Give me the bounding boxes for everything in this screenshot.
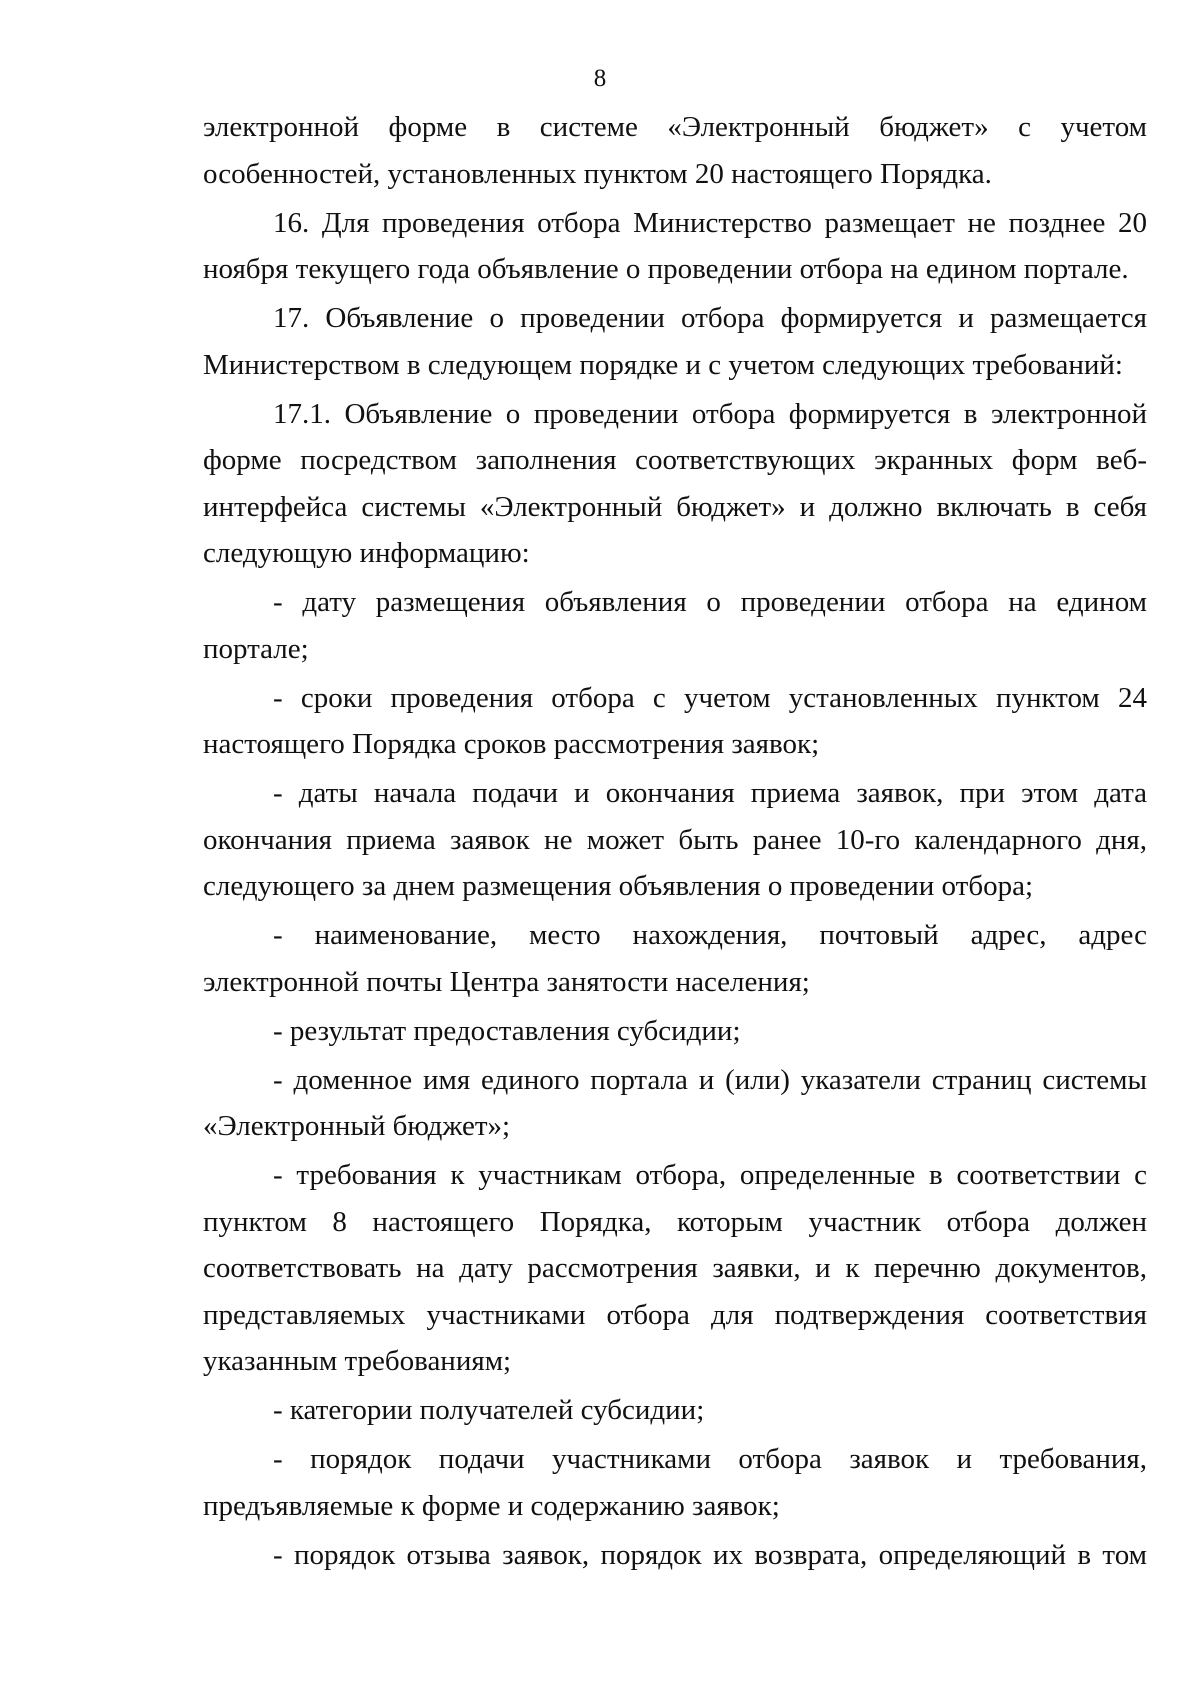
list-item-selection-terms: - сроки проведения отбора с учетом установленных пунктом 24 настоящего Порядка сроков рассмотрения заявок;	[203, 681, 1147, 760]
list-item-submission-procedure: - порядок подачи участниками отбора заявок и требования, предъявляемые к форме и содержанию заявок;	[203, 1443, 1147, 1522]
list-item-participant-requirements: - требования к участникам отбора, определенные в соответствии с пунктом 8 настоящего Порядка, которым участник отбора должен соответствовать на дату рассмотрения заявки, и к перечню документов, представляемых участниками отбора для подтверждения соответствия указанным требованиям;	[203, 1159, 1147, 1377]
list-item-center-contacts: - наименование, место нахождения, почтовый адрес, адрес электронной почты Центра занятости населения;	[203, 919, 1147, 998]
paragraph-17: 17. Объявление о проведении отбора формируется и размещается Министерством в следующем порядке и с учетом следующих требований:	[203, 302, 1147, 381]
list-item-subsidy-result: - результат предоставления субсидии;	[273, 1014, 741, 1047]
paragraph-continuation: электронной форме в системе «Электронный бюджет» с учетом особенностей, установленных пунктом 20 настоящего Порядка.	[203, 111, 1147, 190]
paragraph-16: 16. Для проведения отбора Министерство размещает не позднее 20 ноября текущего года объявление о проведении отбора на едином портале.	[203, 206, 1147, 285]
list-item-posting-date: - дату размещения объявления о проведении отбора на едином портале;	[203, 586, 1147, 665]
page-number: 8	[593, 65, 607, 92]
list-item-recipient-categories: - категории получателей субсидии;	[273, 1394, 705, 1426]
list-item-application-dates: - даты начала подачи и окончания приема заявок, при этом дата окончания приема заявок не может быть ранее 10-го календарного дня, следующего за днем размещения объявления о проведении отбора;	[203, 777, 1147, 902]
list-item-withdrawal-procedure: - порядок отзыва заявок, порядок их возврата, определяющий в том	[273, 1538, 1147, 1571]
paragraph-17-1: 17.1. Объявление о проведении отбора формируется в электронной форме посредством заполнения соответствующих экранных форм веб-интерфейса системы «Электронный бюджет» и должно включать в себя следующую информацию:	[203, 397, 1147, 569]
list-item-domain-name: - доменное имя единого портала и (или) указатели страниц системы «Электронный бюджет»;	[203, 1063, 1147, 1142]
document-body	[203, 104, 1147, 1578]
